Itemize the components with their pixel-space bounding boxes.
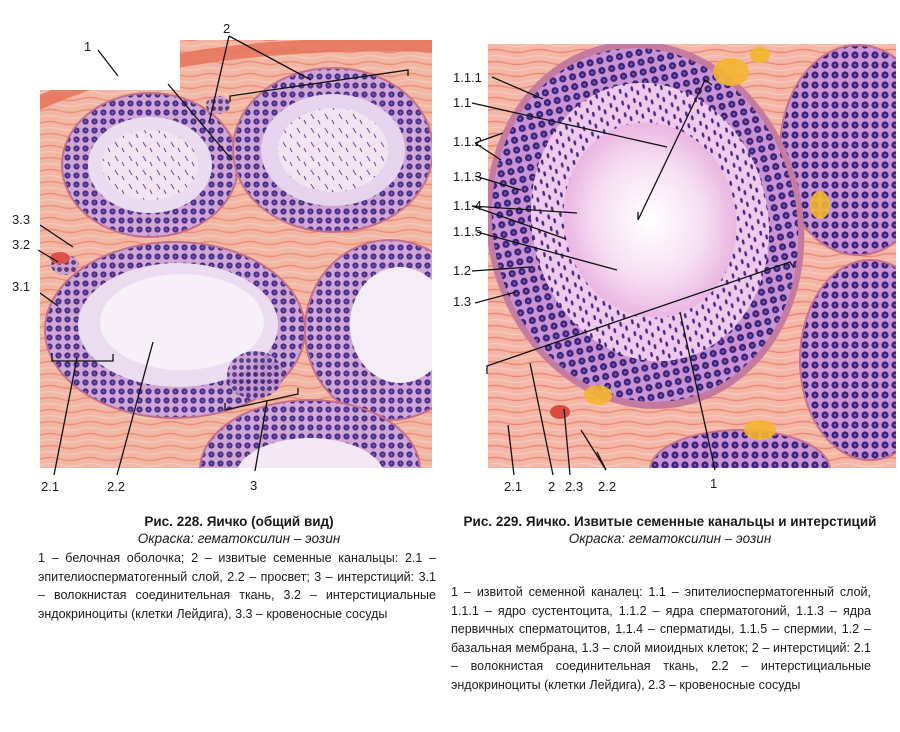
figure-228-title: Рис. 228. Яичко (общий вид)	[144, 514, 334, 529]
label-1: 1	[710, 476, 718, 491]
label-2-2: 2.2	[598, 479, 617, 494]
label-2-1: 2.1	[504, 479, 523, 494]
figure-229-caption	[460, 513, 880, 547]
blood-vessel	[50, 252, 70, 264]
label-1: 1	[84, 39, 92, 54]
figure-229-title: Рис. 229. Яичко. Извитые семенные канальцы и интерстиций	[463, 514, 877, 529]
figure-228-micrograph	[0, 0, 440, 505]
tubule-top-left	[62, 93, 238, 237]
label-1-1-5: 1.1.5	[453, 224, 482, 239]
figure-228-caption	[40, 513, 438, 547]
tubule-top-right	[233, 68, 433, 232]
label-1-3: 1.3	[453, 294, 472, 309]
label-2: 2	[223, 21, 231, 36]
label-2-2: 2.2	[107, 479, 126, 494]
label-1-1-2: 1.1.2	[453, 134, 482, 149]
label-2-1: 2.1	[41, 479, 60, 494]
label-3: 3	[250, 478, 258, 493]
label-1-1-1: 1.1.1	[453, 70, 482, 85]
label-3-2: 3.2	[12, 237, 31, 252]
figure-229-legend: 1 – извитой семенной каналец: 1.1 – эпителиосперматогенный слой, 1.1.1 – ядро сустентоцита, 1.1.2 – ядра сперматогоний, 1.1.3 – ядра первичных сперматоцитов, 1.1.4 – сперматиды, 1.1.5 – спермии, 1.2 – базальная мембрана, 1.3 – слой миоидных клеток; 2 – интерстиций: 2.1 – волокнистая соединительная ткань, 2.2 – интерстициальные эндокриноциты (клетки Лейдига), 2.3 – кровеносные сосуды	[451, 585, 871, 692]
label-1-1-3: 1.1.3	[453, 169, 482, 184]
label-2-3: 2.3	[565, 479, 584, 494]
figure-228-legend: 1 – белочная оболочка; 2 – извитые семенные канальцы: 2.1 – эпителиосперматогенный слой, 2.2 – просвет; 3 – интерстиций: 3.1 – волокнистая соединительная ткань, 3.2 – интерстициальные эндокриноциты (клетки Лейдига), 3.3 – кровеносные сосуды	[38, 551, 436, 621]
label-1-1: 1.1	[453, 95, 472, 110]
label-3-1: 3.1	[12, 279, 31, 294]
label-1-1-4: 1.1.4	[453, 198, 482, 213]
figure-229-stain: Окраска: гематоксилин – эозин	[568, 531, 772, 546]
label-2: 2	[548, 479, 556, 494]
label-1-2: 1.2	[453, 263, 472, 278]
figure-229-micrograph	[440, 0, 900, 505]
figure-228-stain: Окраска: гематоксилин – эозин	[137, 531, 341, 546]
label-3-3: 3.3	[12, 212, 31, 227]
